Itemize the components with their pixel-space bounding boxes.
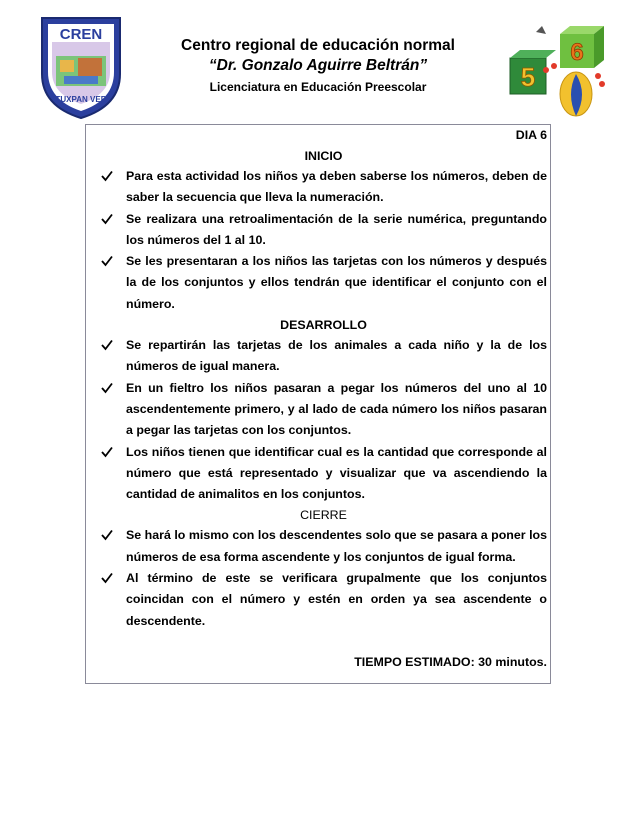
checkmark-icon [100, 254, 114, 268]
list-item [100, 525, 547, 568]
list-item-text: En un fieltro los niños pasaran a pegar los números del uno al 10 ascendentemente primero, y al lado de cada número los niños pasaran a pegar las tarjetas con los conjuntos. [126, 380, 547, 438]
institution-name: Centro regional de educación normal [181, 37, 455, 54]
institution-subtitle: “Dr. Gonzalo Aguirre Beltrán” [208, 57, 428, 74]
section-heading-cierre: CIERRE [300, 508, 347, 523]
checkmark-icon [100, 571, 114, 585]
checkmark-icon [100, 445, 114, 459]
checkmark-icon [100, 528, 114, 542]
list-item [100, 568, 547, 632]
activity-content [100, 124, 547, 673]
program-name: Licenciatura en Educación Preescolar [209, 80, 427, 94]
section-heading-inicio: INICIO [304, 149, 343, 163]
cren-logo [34, 14, 128, 120]
list-item [100, 166, 547, 209]
list-item-text: Se les presentaran a los niños las tarjetas con los números y después la de los conjuntos y ellos tendrán que identificar el conjunto con el número. [126, 254, 547, 311]
list-item [100, 442, 547, 506]
checkmark-icon [100, 169, 114, 183]
checkmark-icon [100, 338, 114, 352]
list-item [100, 209, 547, 252]
list-item-text: Los niños tienen que identificar cual es la cantidad que corresponde al número que está representado y visualizar que va ascendiendo la cantidad de animalitos en los conjuntos. [126, 444, 547, 502]
checkmark-icon [100, 212, 114, 226]
list-item-text: Para esta actividad los niños ya deben saberse los números, deben de saber la secuencia que lleva la numeración. [126, 169, 547, 205]
list-item-text: Se hará lo mismo con los descendentes solo que se pasara a poner los números de esa forma ascendente y los conjuntos de igual forma. [126, 528, 547, 564]
document-header [0, 0, 638, 115]
list-item-text: Al término de este se verificara grupalmente que los conjuntos coincidan con el número y estén en orden ya sea ascendente o descendente. [126, 571, 547, 628]
day-label: DIA 6 [515, 128, 547, 142]
institution-title-block [130, 36, 506, 96]
number-block-six: 6 [570, 39, 584, 66]
cren-logo-motto: TUXPAN VER [55, 95, 107, 104]
list-item-text: Se realizara una retroalimentación de la serie numérica, preguntando los números del 1 al 10. [126, 211, 547, 247]
checkmark-icon [100, 381, 114, 395]
number-blocks-logo [506, 22, 610, 120]
list-item [100, 378, 547, 442]
section-heading-desarrollo: DESARROLLO [280, 318, 367, 333]
cren-logo-text: CREN [59, 26, 103, 43]
time-estimate: TIEMPO ESTIMADO: 30 minutos. [354, 654, 547, 669]
list-item [100, 335, 547, 378]
list-item-text: Se repartirán las tarjetas de los animales a cada niño y la de los números de igual manera. [126, 338, 547, 374]
number-block-five: 5 [520, 62, 536, 92]
list-item [100, 251, 547, 315]
